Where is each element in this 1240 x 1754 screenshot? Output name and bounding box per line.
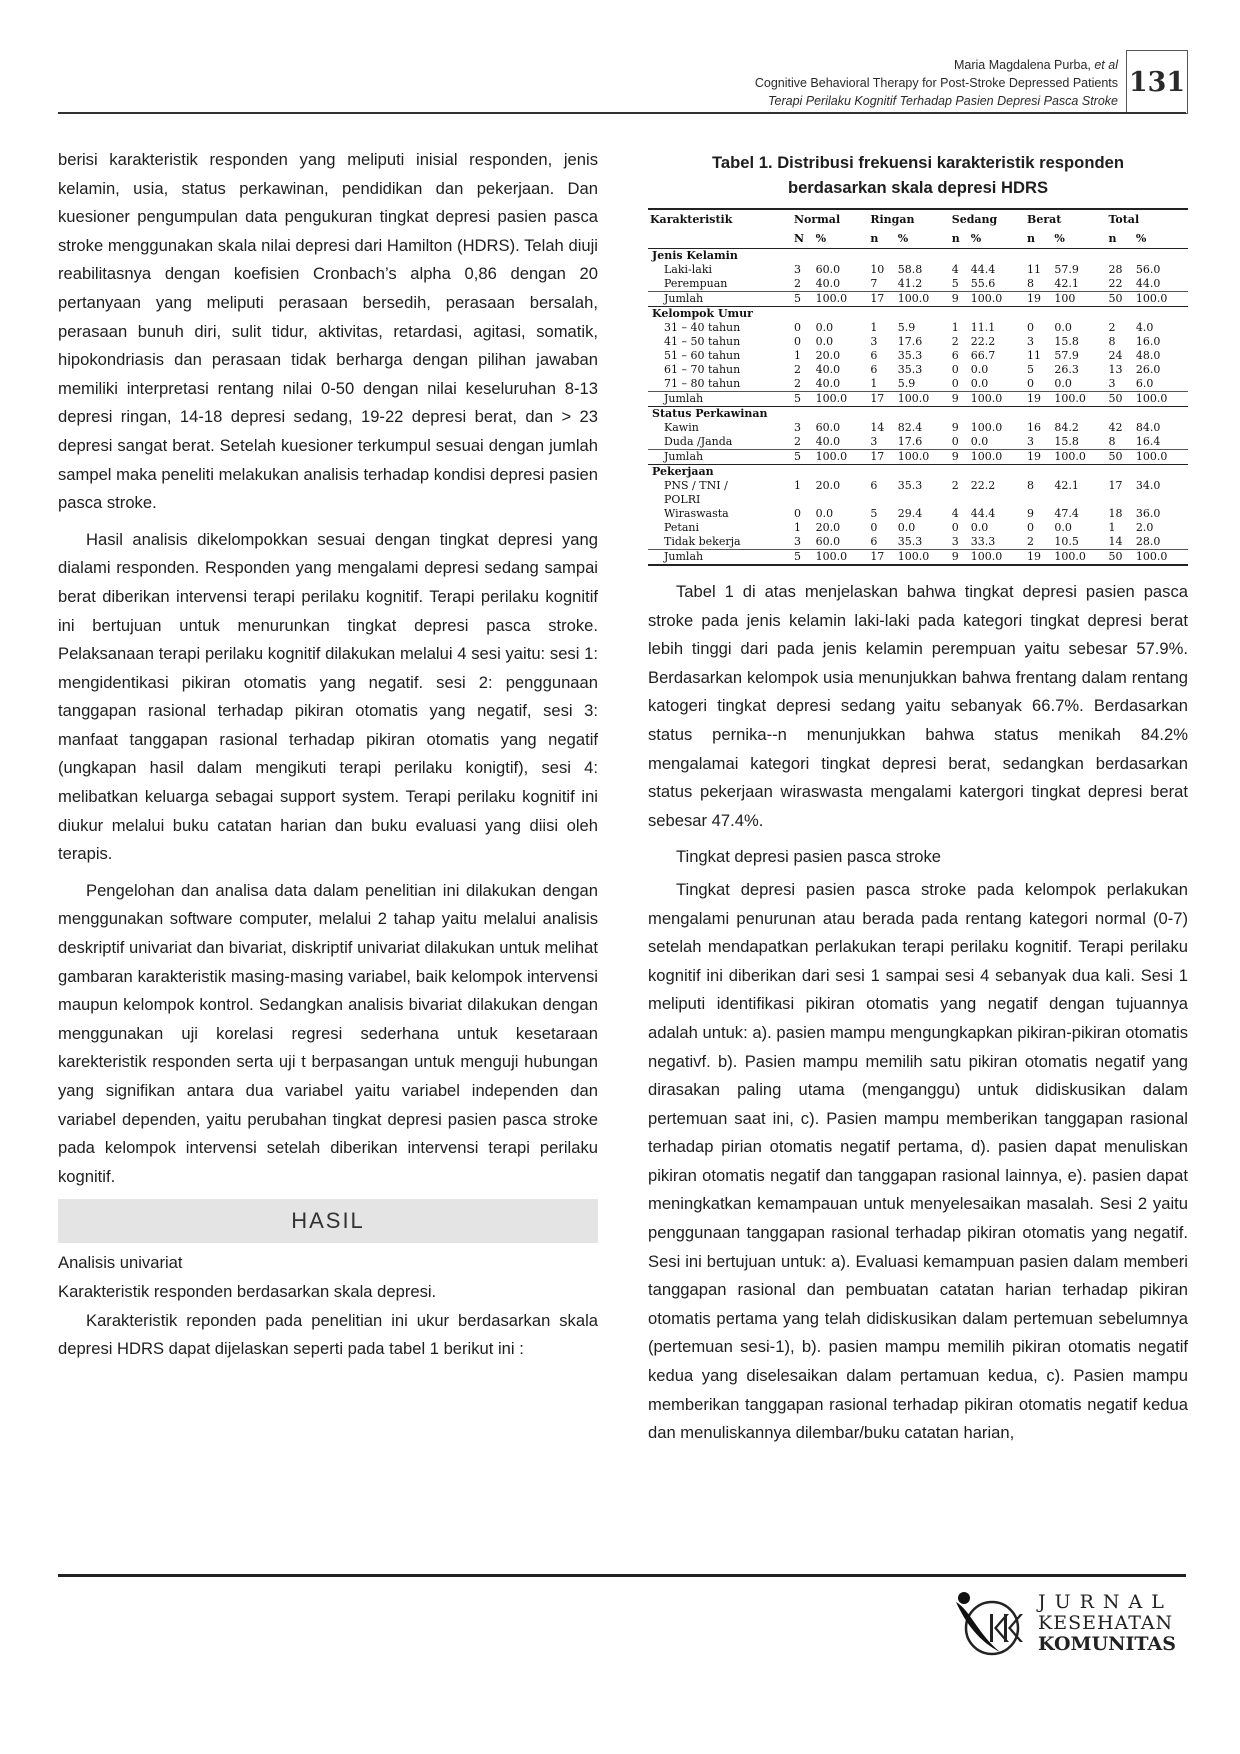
table-cell: 0 — [951, 377, 959, 390]
table-cell: 100.0 — [1052, 392, 1106, 407]
table-cell: 19 — [1025, 292, 1052, 307]
table-cell: 28.0 — [1135, 535, 1161, 548]
table-cell: Jumlah — [648, 292, 792, 307]
table-cell: PNS / TNI / — [664, 479, 728, 492]
table-cell: 2 — [793, 363, 801, 376]
table-row — [648, 521, 1188, 535]
table-cell: 60.0 — [815, 535, 841, 548]
table-cell: 3 — [793, 535, 801, 548]
table-header-cell: Karakteristik — [648, 209, 792, 229]
table-cell: 0 — [1027, 377, 1035, 390]
table-cell: 0 — [793, 335, 801, 348]
table-row — [648, 263, 1188, 277]
table-cell: 3 — [793, 421, 801, 434]
table-cell: 22.2 — [970, 479, 996, 492]
table-cell: 0.0 — [815, 321, 834, 334]
table-cell: 11.1 — [970, 321, 996, 334]
table-row — [648, 435, 1188, 450]
table-cell: 8 — [1108, 435, 1116, 448]
table-cell: 16.0 — [1135, 335, 1161, 348]
subheading-analisis-univariat: Analisis univariat — [58, 1253, 183, 1273]
table-subheader-cell: % — [969, 229, 1025, 249]
table-row — [648, 321, 1188, 335]
table-cell: 5 — [792, 550, 814, 566]
table-cell: 61 – 70 tahun — [664, 363, 741, 376]
table-cell: 5 — [951, 277, 959, 290]
table-cell: 4 — [951, 507, 959, 520]
table-cell: 3 — [793, 263, 801, 276]
table-row — [648, 349, 1188, 363]
table-cell: 2 — [1027, 535, 1035, 548]
table-cell: Kawin — [664, 421, 699, 434]
table-cell: 51 – 60 tahun — [664, 349, 741, 362]
right-paragraph-2: Tingkat depresi pasien pasca stroke pada kelompok perlakukan mengalami penurunan atau berada pada rentang kategori normal (0-7) setelah mendapatkan perlakukan terapi perilaku kognitif. Terapi perilaku kognitif ini diberikan dari sesi 1 sampai sesi 4 sebanyak dua kali. Sesi 1 meliputi identifikasi pikiran otomatis yang negatif dengan tujuannya adalah untuk: a). pasien mampu mengungkapkan pikiran-pikiran otomatis negativf. b). Pasien mampu memilih satu pikiran otomatis negatif yang dirasakan paling utama (menganggu) untuk didiskusikan dalam pertemuan saat ini, c). Pasien mampu memberikan tanggapan rasional terhadap pirian otomatis negatif pertama, d). pasien dapat menuliskan pikiran otomatis negatif dan tanggapan rasional lainnya, e). pasien dapat meningkatkan kemampauan untuk menyelesaikan masalah. Sesi 2 yaitu penggunaan tanggapan rasional terhadap pikiran otomatis yang negatif. Sesi ini bertujuan untuk: a). Evaluasi kemampuan pasien dalam memberi tanggapan rasional dan pembuatan catatan harian terhadap pikiran otomatis pertama yang telah didiskusikan dalam pertemuan sebelumnya (pertemuan sesi-1), b). pasien mampu memilih pikiran otomatis negatif kedua yang diselesaikan dalam pertamuan kedua, c). Pasien mampu memberikan tanggapan rasional terhadap pikiran otomatis negatif kedua dan menuliskannya dilembar/buku catatan harian, — [648, 879, 1188, 1443]
table-cell: 24 — [1108, 349, 1123, 362]
table-cell: 0.0 — [1054, 521, 1072, 534]
table-cell: 7 — [870, 277, 878, 290]
table-cell: 5 — [792, 392, 814, 407]
table-cell: 100.0 — [1134, 292, 1188, 307]
table-cell: 31 – 40 tahun — [664, 321, 741, 334]
table-cell: 19 — [1025, 450, 1052, 465]
table-cell: 5 — [1027, 363, 1035, 376]
table-total-row — [648, 550, 1188, 566]
table-cell: Laki-laki — [664, 263, 713, 276]
table-cell: 34.0 — [1135, 479, 1161, 492]
table-cell: 19 — [1025, 550, 1052, 566]
left-paragraph-4: Karakteristik reponden pada penelitian ini ukur berdasarkan skala depresi HDRS dapat dijelaskan seperti pada tabel 1 berikut ini : — [58, 1310, 598, 1359]
table-cell — [1052, 493, 1106, 507]
table-cell: 2 — [951, 335, 959, 348]
table-cell: 0.0 — [1054, 377, 1072, 390]
table-header-cell: Sedang — [950, 209, 1025, 229]
table-cell: 100.0 — [896, 450, 950, 465]
table-cell: 0.0 — [1054, 321, 1072, 334]
table-cell: 18 — [1108, 507, 1123, 520]
table-cell: 26.0 — [1135, 363, 1161, 376]
table-cell: 0 — [793, 321, 801, 334]
table-subheader-cell: N — [792, 229, 814, 249]
table-cell: 3 — [870, 335, 878, 348]
table-cell: 5 — [792, 450, 814, 465]
table-cell: 6 — [870, 479, 878, 492]
table-cell: 0.0 — [815, 335, 834, 348]
table-row — [648, 493, 1188, 507]
table-cell — [792, 493, 814, 507]
table-subheader-row — [648, 229, 1188, 249]
table-title: Tabel 1. Distribusi frekuensi karakteristik responden berdasarkan skala depresi HDRS — [712, 153, 1124, 197]
table-cell: 20.0 — [815, 349, 841, 362]
table-row — [648, 335, 1188, 349]
table-cell: 16.4 — [1135, 435, 1161, 448]
table-cell: 5 — [870, 507, 878, 520]
table-cell — [1106, 493, 1133, 507]
table-cell: 17 — [868, 550, 895, 566]
table-section-row — [648, 249, 1188, 264]
table-cell: 35.3 — [897, 363, 923, 376]
table-subheader-cell: % — [1052, 229, 1106, 249]
table-subheader-cell: n — [1106, 229, 1133, 249]
table-section-title: Kelompok Umur — [648, 307, 1188, 322]
table-row — [648, 377, 1188, 392]
table-row — [648, 277, 1188, 292]
header-title-id: Terapi Perilaku Kognitif Terhadap Pasien Depresi Pasca Stroke — [768, 94, 1118, 108]
table-subheader-cell: % — [814, 229, 869, 249]
table-cell: 0.0 — [970, 435, 989, 448]
table-subheader-cell: % — [896, 229, 950, 249]
table-subheader-cell: % — [1134, 229, 1188, 249]
table-row — [648, 421, 1188, 435]
table-cell: 5.9 — [897, 321, 916, 334]
table-cell: 1 — [1108, 521, 1116, 534]
table-cell: 2 — [793, 277, 801, 290]
frequency-table — [648, 208, 1188, 566]
table-cell: 2 — [1108, 321, 1116, 334]
table-cell: 100.0 — [1052, 550, 1106, 566]
table-row — [648, 363, 1188, 377]
table-cell — [814, 493, 869, 507]
table-cell: 100.0 — [969, 450, 1025, 465]
table-cell: 41 – 50 tahun — [664, 335, 741, 348]
table-cell: 100.0 — [814, 392, 869, 407]
table-cell: 22.2 — [970, 335, 996, 348]
table-cell: 1 — [870, 321, 878, 334]
table-total-row — [648, 292, 1188, 307]
table-section-title: Status Perkawinan — [648, 407, 1188, 422]
table-section-title: Jenis Kelamin — [648, 249, 1188, 264]
page-number: 131 — [1126, 50, 1188, 114]
running-header — [755, 56, 1118, 110]
table-cell: 17 — [868, 392, 895, 407]
left-paragraph-3: Pengelohan dan analisa data dalam penelitian ini dilakukan dengan menggunakan software computer, melalui 2 tahap yaitu melalui analisis deskriptif univariat dan bivariat, diskriptif univariat dilakukan untuk melihat gambaran karakteristik masing-masing variabel, baik kelompok intervensi maupun kelompok kontrol. Sedangkan analisis bivariat dilakukan dengan menggunakan uji korelasi regresi sederhana untuk kesetaraan karekteristik responden serta uji t berpasangan untuk menguji hubungan yang signifikan antara dua variabel yaitu variabel independen dan variabel dependen, yaitu perubahan tingkat depresi pasien pasca stroke pada kelompok intervensi setelah diberikan intervensi terapi perilaku kognitif. — [58, 880, 598, 1186]
table-cell: 29.4 — [897, 507, 923, 520]
table-cell: Jumlah — [648, 392, 792, 407]
table-cell: 1 — [793, 521, 801, 534]
table-cell: 36.0 — [1135, 507, 1161, 520]
table-cell: 0 — [793, 507, 801, 520]
table-cell: 100.0 — [1134, 450, 1188, 465]
table-cell: 0 — [951, 521, 959, 534]
table-cell: 100.0 — [814, 292, 869, 307]
header-divider — [58, 112, 1186, 114]
table-cell: 3 — [1027, 435, 1035, 448]
table-section-row — [648, 307, 1188, 322]
right-subheading: Tingkat depresi pasien pasca stroke — [676, 847, 942, 867]
table-cell: 0 — [870, 521, 878, 534]
table-cell: 2 — [793, 377, 801, 390]
table-cell: 9 — [1027, 507, 1035, 520]
table-cell: 9 — [950, 392, 969, 407]
table-cell: 8 — [1027, 479, 1035, 492]
table-cell: 11 — [1027, 263, 1042, 276]
page-header — [0, 0, 1240, 120]
table-cell: 10 — [870, 263, 885, 276]
table-cell: 20.0 — [815, 521, 841, 534]
table-cell: 100.0 — [814, 550, 869, 566]
hasil-heading: HASIL — [58, 1199, 598, 1243]
table-cell: 58.8 — [897, 263, 923, 276]
table-cell: 48.0 — [1135, 349, 1161, 362]
table-cell: 20.0 — [815, 479, 841, 492]
table-section-title: Pekerjaan — [648, 465, 1188, 480]
table-cell: 5.9 — [897, 377, 916, 390]
table-cell: 6 — [870, 363, 878, 376]
table-cell: 11 — [1027, 349, 1042, 362]
table-total-row — [648, 392, 1188, 407]
table-cell: 14 — [870, 421, 885, 434]
header-et-al: et al — [1094, 58, 1118, 72]
table-cell: Wiraswasta — [664, 507, 729, 520]
table-cell: 3 — [951, 535, 959, 548]
table-cell: 17 — [868, 450, 895, 465]
table-cell — [1025, 493, 1052, 507]
table-cell: 55.6 — [970, 277, 996, 290]
table-cell: Jumlah — [648, 450, 792, 465]
table-cell: 33.3 — [970, 535, 996, 548]
table-cell: 4.0 — [1135, 321, 1154, 334]
table-cell: 8 — [1027, 277, 1035, 290]
table-cell: 3 — [870, 435, 878, 448]
table-subheader-cell — [648, 229, 792, 249]
table-cell: 1 — [951, 321, 959, 334]
header-title-en: Cognitive Behavioral Therapy for Post-Stroke Depressed Patients — [754, 76, 1118, 90]
table-cell: 100.0 — [896, 550, 950, 566]
table-cell: 57.9 — [1054, 349, 1079, 362]
logo-line-1: JURNAL — [1038, 1591, 1173, 1613]
table-cell: 100.0 — [1052, 450, 1106, 465]
table-header-cell: Normal — [792, 209, 868, 229]
table-cell: 50 — [1106, 550, 1133, 566]
table-cell: 71 – 80 tahun — [664, 377, 741, 390]
table-cell: POLRI — [664, 493, 701, 506]
table-cell: 9 — [950, 550, 969, 566]
table-cell: 100.0 — [970, 421, 1003, 434]
table-cell: 0.0 — [897, 521, 916, 534]
table-cell: 6 — [951, 349, 959, 362]
table-cell: 17 — [1108, 479, 1123, 492]
table-cell: 84.0 — [1135, 421, 1161, 434]
table-subheader-cell: n — [1025, 229, 1052, 249]
table-cell: 17.6 — [897, 335, 923, 348]
table-cell: 1 — [870, 377, 878, 390]
table-cell: 0.0 — [970, 521, 989, 534]
table-cell: 40.0 — [815, 277, 841, 290]
table-cell — [896, 493, 950, 507]
left-paragraph-1: berisi karakteristik responden yang meliputi inisial responden, jenis kelamin, usia, status perkawinan, pendidikan dan pekerjaan. Dan kuesioner pengumpulan data pengukuran tingkat depresi pasien pasca stroke menggunakan skala nilai depresi dari Hamilton (HDRS). Telah diuji reabilitasnya dengan koefisien Cronbach’s alpha 0,86 dengan 20 pertanyaan yang meliputi perasaan bersedih, perasaan bersalah, perasaan bunuh diri, sulit tidur, aktivitas, retardasi, agitasi, somatik, hipokondriasis dan perasaan tidak berharga dengan pilihan jawaban memiliki interpretasi rentang nilai 0-50 dengan nilai keseluruhan 8-13 depresi ringan, 14-18 depresi sedang, 19-22 depresi berat, dan > 23 depresi sangat berat. Setelah kuesioner terkumpul sesuai dengan jumlah sampel maka peneliti melakukan analisis terhadap kondisi depresi pasien pasca stroke. — [58, 150, 598, 513]
table-cell: 41.2 — [897, 277, 923, 290]
table-cell — [868, 493, 895, 507]
table-cell: 6 — [870, 535, 878, 548]
table-cell: 42 — [1108, 421, 1123, 434]
table-cell: 26.3 — [1054, 363, 1079, 376]
table-cell: 17 — [868, 292, 895, 307]
table-row — [648, 479, 1188, 493]
table-cell: 42.1 — [1054, 277, 1079, 290]
table-cell: 14 — [1108, 535, 1123, 548]
table-cell: 2 — [793, 435, 801, 448]
table-cell: 100.0 — [896, 392, 950, 407]
table-cell: 35.3 — [897, 535, 923, 548]
table-cell: 10.5 — [1054, 535, 1079, 548]
logo-emblem-icon — [950, 1590, 1034, 1660]
table-cell: 100.0 — [896, 292, 950, 307]
table-cell: 3 — [1108, 377, 1116, 390]
left-column — [58, 146, 598, 1372]
table-header-cell: Ringan — [868, 209, 949, 229]
table-cell — [950, 493, 969, 507]
table-cell: 3 — [1027, 335, 1035, 348]
table-cell: 35.3 — [897, 479, 923, 492]
table-cell: 6.0 — [1135, 377, 1154, 390]
table-cell: Perempuan — [664, 277, 728, 290]
table-cell: 28 — [1108, 263, 1123, 276]
logo-text — [1038, 1592, 1176, 1655]
table-cell: 16 — [1027, 421, 1042, 434]
table-cell: 15.8 — [1054, 335, 1079, 348]
table-cell: 84.2 — [1054, 421, 1079, 434]
table-cell: 19 — [1025, 392, 1052, 407]
table-section-row — [648, 465, 1188, 480]
table-cell: 0.0 — [970, 377, 989, 390]
table-cell: 44.4 — [970, 507, 996, 520]
table-cell: 66.7 — [970, 349, 996, 362]
table-cell: 0 — [1027, 521, 1035, 534]
table-section-row — [648, 407, 1188, 422]
table-cell: 5 — [792, 292, 814, 307]
table-cell: 100.0 — [814, 450, 869, 465]
table-cell: 100.0 — [1134, 392, 1188, 407]
table-cell — [1134, 493, 1188, 507]
table-cell: Tidak bekerja — [664, 535, 741, 548]
right-paragraph-1: Tabel 1 di atas menjelaskan bahwa tingkat depresi pasien pasca stroke pada jenis kelamin laki-laki pada kategori tingkat depresi berat lebih tinggi dari pada jenis kelamin perempuan yaitu sebesar 57.9%. Berdasarkan kelompok usia menunjukkan bahwa frentang dalam rentang katogeri tingkat depresi sedang yaitu sebanyak 66.7%. Berdasarkan status pernika--n menunjukkan bahwa status menikah 84.2% mengalamai kategori tingkat depresi berat, sedangkan berdasarkan status pekerjaan wiraswasta mengalami katergori tingkat depresi berat sebesar 47.4%. — [648, 582, 1188, 830]
table-cell: 60.0 — [815, 263, 841, 276]
table-cell: 9 — [950, 292, 969, 307]
table-cell: 0 — [951, 435, 959, 448]
table-cell: Petani — [664, 521, 699, 534]
table-cell: 50 — [1106, 292, 1133, 307]
table-cell: 17.6 — [897, 435, 923, 448]
table-cell: 2.0 — [1135, 521, 1154, 534]
left-paragraph-2: Hasil analisis dikelompokkan sesuai dengan tingkat depresi yang dialami responden. Responden yang mengalami depresi sedang sampai berat diberikan intervensi terapi perilaku kognitif. Terapi perilaku kognitif ini bertujuan untuk menurunkan tingkat depresi pasca stroke. Pelaksanaan terapi perilaku kognitif dilakukan melalui 4 sesi yaitu: sesi 1: mengidentikasi pikiran otomatis yang negatif. sesi 2: penggunaan tanggapan rasional terhadap pikiran otomatis yang negatif, sesi 3: manfaat tanggapan rasional terhadap pikiran otomatis yang negatif (ungkapan hasil dalam mengikuti terapi perilaku konigtif), sesi 4: melibatkan keluarga sebagai support system. Terapi perilaku kognitif ini diukur melalui buku catatan harian dan buku evaluasi yang diisi oleh terapis. — [58, 529, 598, 864]
table-cell: 56.0 — [1135, 263, 1161, 276]
table-total-row — [648, 450, 1188, 465]
logo-line-2: KESEHATAN — [1038, 1612, 1174, 1634]
table-cell: 0.0 — [815, 507, 834, 520]
table-row — [648, 507, 1188, 521]
table-cell: 0 — [951, 363, 959, 376]
table-cell: 15.8 — [1054, 435, 1079, 448]
journal-logo — [950, 1590, 1190, 1660]
table-cell: 100 — [1052, 292, 1106, 307]
table-cell: 9 — [951, 421, 959, 434]
table-cell: 57.9 — [1054, 263, 1079, 276]
table-cell: 40.0 — [815, 377, 841, 390]
header-author-line — [755, 56, 1118, 74]
table-cell: 50 — [1106, 450, 1133, 465]
table-cell: 44.0 — [1135, 277, 1161, 290]
table-subheader-cell: n — [950, 229, 969, 249]
table-subheader-cell: n — [868, 229, 895, 249]
table-cell: 82.4 — [897, 421, 923, 434]
subheading-karakteristik: Karakteristik responden berdasarkan skala depresi. — [58, 1281, 437, 1301]
table-cell: 100.0 — [969, 292, 1025, 307]
table-cell: 0.0 — [970, 363, 989, 376]
table-cell: 9 — [950, 450, 969, 465]
table-cell: 35.3 — [897, 349, 923, 362]
table-cell: 100.0 — [1134, 550, 1188, 566]
table-cell: 47.4 — [1054, 507, 1079, 520]
table-cell: 50 — [1106, 392, 1133, 407]
table-cell: 60.0 — [815, 421, 841, 434]
table-cell: 8 — [1108, 335, 1116, 348]
footer-divider — [58, 1574, 1186, 1577]
table-cell: Duda /Janda — [664, 435, 733, 448]
table-header-cell: Total — [1106, 209, 1188, 229]
table-cell: 2 — [951, 479, 959, 492]
table-cell: 4 — [951, 263, 959, 276]
table-cell: 100.0 — [969, 392, 1025, 407]
table-cell: 1 — [793, 479, 801, 492]
right-column — [648, 146, 1188, 1456]
table-cell: Jumlah — [648, 550, 792, 566]
table-cell: 40.0 — [815, 363, 841, 376]
table-cell: 6 — [870, 349, 878, 362]
logo-line-3: KOMUNITAS — [1038, 1633, 1176, 1655]
header-author: Maria Magdalena Purba, — [954, 58, 1095, 72]
table-cell: 100.0 — [969, 550, 1025, 566]
table-cell: 0 — [1027, 321, 1035, 334]
table-cell: 42.1 — [1054, 479, 1079, 492]
table-row — [648, 535, 1188, 550]
table-cell: 40.0 — [815, 435, 841, 448]
table-cell: 13 — [1108, 363, 1123, 376]
table-cell: 1 — [793, 349, 801, 362]
table-cell — [969, 493, 1025, 507]
table-cell: 44.4 — [970, 263, 996, 276]
table-cell: 22 — [1108, 277, 1123, 290]
table-header-cell: Berat — [1025, 209, 1106, 229]
